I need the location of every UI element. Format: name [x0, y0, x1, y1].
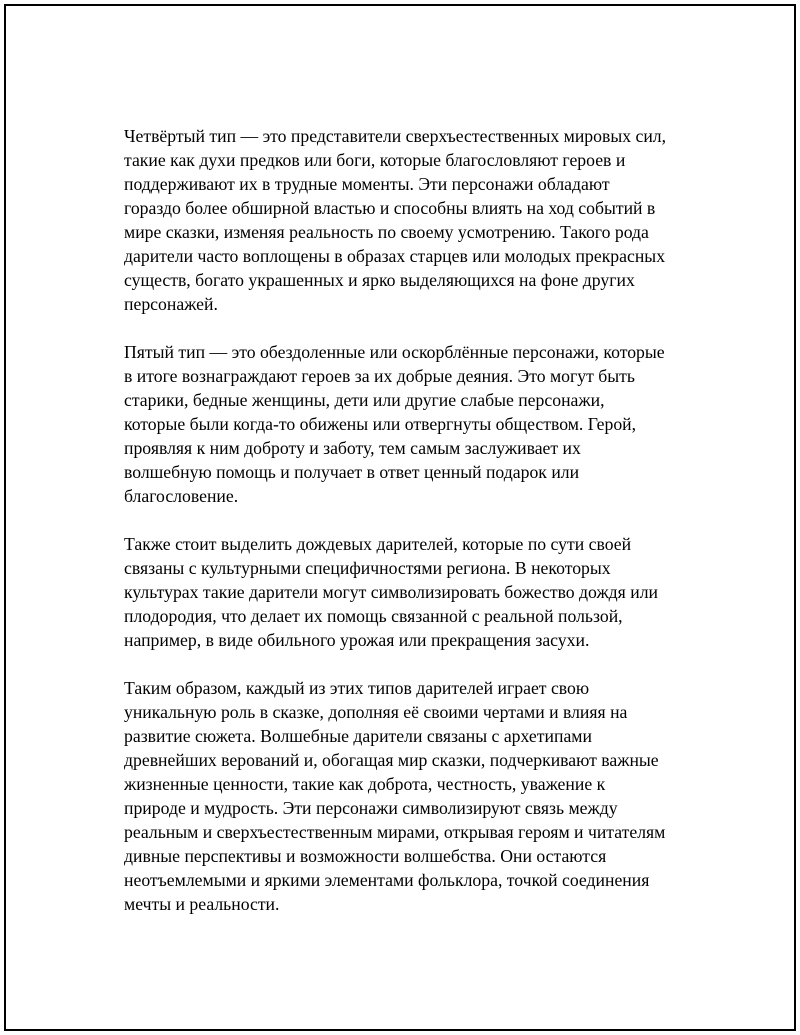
text-line: Четвёртый тип — это представители сверхъестественных мировых сил,	[124, 126, 667, 146]
text-line: мире сказки, изменяя реальность по своему усмотрению. Такого рода	[124, 222, 649, 242]
text-line: плодородия, что делает их помощь связанной с реальной пользой,	[124, 606, 623, 626]
text-line: благословение.	[124, 486, 239, 506]
text-line: проявляя к ним доброту и заботу, тем самым заслуживает их	[124, 438, 581, 458]
text-line: Также стоит выделить дождевых дарителей, которые по сути своей	[124, 534, 632, 554]
paragraph-fifth-type	[124, 340, 694, 508]
paragraph-conclusion	[124, 676, 694, 916]
text-line: Пятый тип — это обездоленные или оскорблённые персонажи, которые	[124, 342, 665, 362]
text-line: культурах такие дарители могут символизировать божество дождя или	[124, 582, 658, 602]
text-line: существ, богато украшенных и ярко выделяющихся на фоне других	[124, 270, 635, 290]
text-line: например, в виде обильного урожая или прекращения засухи.	[124, 630, 590, 650]
text-line: такие как духи предков или боги, которые благословляют героев и	[124, 150, 626, 170]
text-line: персонажей.	[124, 294, 218, 314]
text-line: жизненные ценности, такие как доброта, честность, уважение к	[124, 774, 606, 794]
text-line: мечты и реальности.	[124, 894, 280, 914]
document-body	[124, 124, 694, 940]
text-line: которые были когда-то обижены или отвергнуты обществом. Герой,	[124, 414, 637, 434]
paragraph-fourth-type	[124, 124, 694, 316]
text-line: волшебную помощь и получает в ответ ценный подарок или	[124, 462, 580, 482]
text-line: гораздо более обширной властью и способны влиять на ход событий в	[124, 198, 656, 218]
paragraph-rain-givers	[124, 532, 694, 652]
text-line: древнейших верований и, обогащая мир сказки, подчеркивают важные	[124, 750, 659, 770]
text-line: развитие сюжета. Волшебные дарители связаны с архетипами	[124, 726, 592, 746]
text-line: поддерживают их в трудные моменты. Эти персонажи обладают	[124, 174, 610, 194]
text-line: Таким образом, каждый из этих типов дарителей играет свою	[124, 678, 590, 698]
text-line: дарители часто воплощены в образах старцев или молодых прекрасных	[124, 246, 666, 266]
text-line: реальным и сверхъестественным мирами, открывая героям и читателям	[124, 822, 666, 842]
text-line: уникальную роль в сказке, дополняя её своими чертами и влияя на	[124, 702, 628, 722]
page-frame	[4, 4, 796, 1031]
text-line: в итоге вознаграждают героев за их добрые деяния. Это могут быть	[124, 366, 635, 386]
text-line: старики, бедные женщины, дети или другие слабые персонажи,	[124, 390, 605, 410]
text-line: природе и мудрость. Эти персонажи символизируют связь между	[124, 798, 618, 818]
text-line: неотъемлемыми и яркими элементами фольклора, точкой соединения	[124, 870, 650, 890]
text-line: связаны с культурными специфичностями региона. В некоторых	[124, 558, 611, 578]
text-line: дивные перспективы и возможности волшебства. Они остаются	[124, 846, 607, 866]
